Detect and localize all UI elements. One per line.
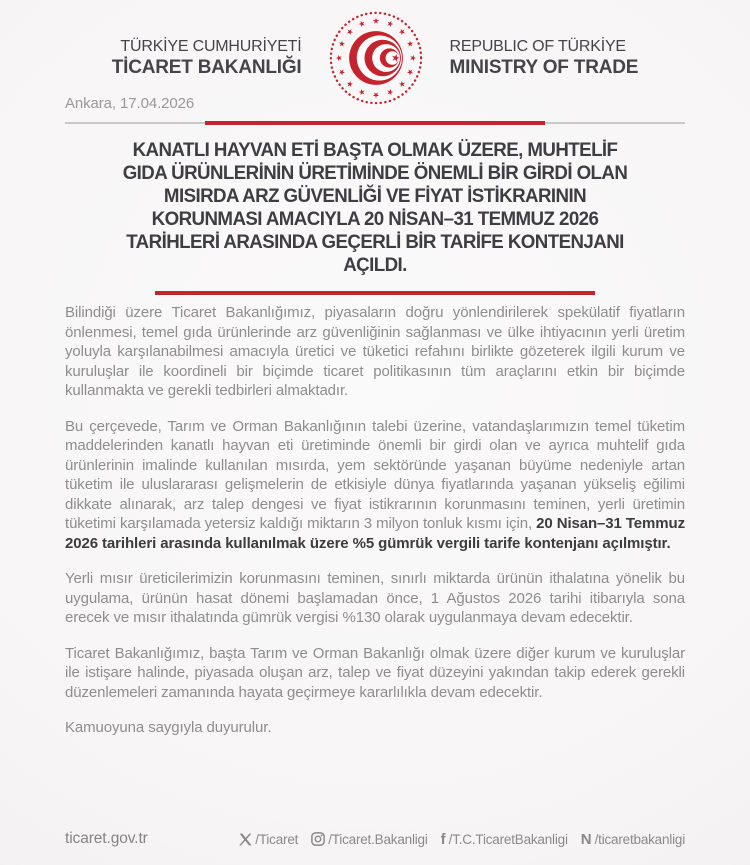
headline-line: KORUNMASI AMACIYLA 20 NİSAN–31 TEMMUZ 2026 xyxy=(151,208,599,230)
social-facebook-handle: /T.C.TicaretBakanligi xyxy=(448,831,568,847)
org-name-english xyxy=(450,37,639,80)
dateline: Ankara, 17.04.2026 xyxy=(65,95,195,112)
social-x-handle: /Ticaret xyxy=(255,831,299,847)
headline xyxy=(44,139,706,277)
headline-line: AÇILDI. xyxy=(343,254,407,276)
paragraph-2-bold: 20 Nisan–31 Temmuz 2026 tarihleri arasında kullanılmak üzere %5 gümrük vergili tarife kontenjanı açılmıştır. xyxy=(65,515,685,552)
paragraph-1: Bilindiği üzere Ticaret Bakanlığımız, piyasaların doğru yönlendirilerek spekülatif fiyatların önlenmesi, temel gıda ürünlerinde arz güvenliğinin sağlanması ve ülke ihtiyacının yerli üretim yoluyla karşılanabilmesi amacıyla üretici ve tüketici refahını birlikte gözeterek ilgili kurum ve kuruluşlar ile koordineli bir biçimde ticaret politikasının tüm araçlarını etkin bir biçimde kullanmakta ve gerekli tedbirleri almaktadır. xyxy=(65,304,685,399)
facebook-icon: f xyxy=(440,830,446,848)
headline-line: MISIRDA ARZ GÜVENLİĞİ VE FİYAT İSTİKRARININ xyxy=(163,185,587,207)
headline-underline-rule xyxy=(155,291,595,295)
social-nsosyal[interactable] xyxy=(581,832,685,847)
closing-line: Kamuoyuna saygıyla duyurulur. xyxy=(65,719,272,736)
headline-line: KANATLI HAYVAN ETİ BAŞTA OLMAK ÜZERE, MUHTELİF xyxy=(132,139,618,161)
org-name-tr-line1: TÜRKİYE CUMHURİYETİ xyxy=(120,37,302,55)
org-name-turkish xyxy=(112,37,302,80)
header-divider xyxy=(65,122,685,124)
ministry-of-trade-logo xyxy=(328,10,424,106)
social-links xyxy=(239,832,685,847)
social-instagram-handle: /Ticaret.Bakanligi xyxy=(328,831,428,847)
org-name-en-line1: REPUBLIC OF TÜRKİYE xyxy=(449,37,626,55)
header-divider-accent xyxy=(205,121,545,125)
org-name-en-line2: MINISTRY OF TRADE xyxy=(449,57,639,79)
org-name-tr-line2: TİCARET BAKANLIĞI xyxy=(111,57,302,79)
headline-line: TARİHLERİ ARASINDA GEÇERLİ BİR TARİFE KONTENJANI xyxy=(126,231,624,253)
headline-line: GIDA ÜRÜNLERİNİN ÜRETİMİNDE ÖNEMLİ BİR GİRDİ OLAN xyxy=(122,162,628,184)
paragraph-3: Yerli mısır üreticilerimizin korunmasını teminen, sınırlı miktarda ürünün ithalatına yönelik bu uygulama, ürünün hasat dönemi başlamadan önce, 1 Ağustos 2026 tarihi itibarıyla sona erecek ve mısır ithalatında gümrük vergisi %130 olarak uygulanmaya devam edecektir. xyxy=(65,570,685,626)
paragraph-2 xyxy=(65,417,685,554)
x-icon xyxy=(239,833,252,846)
social-instagram[interactable] xyxy=(311,832,427,847)
social-x[interactable] xyxy=(239,832,298,847)
nsosyal-icon: N xyxy=(580,830,592,848)
header xyxy=(0,10,750,106)
instagram-icon xyxy=(311,832,325,846)
paragraph-2-regular: Bu çerçevede, Tarım ve Orman Bakanlığının talebi üzerine, vatandaşlarımızın temel tüketim maddelerinden kanatlı hayvan eti üretiminde önemli bir girdi olan ve ayrıca muhtelif gıda ürünlerinin imalinde kullanılan mısırda, yem sektöründe yaşanan büyüme nedeniyle artan tüketim ile uluslararası gelişmelerin de etkisiyle dünya fiyatlarında yaşanan yükseliş eğilimi dikkate alınarak, arz talep dengesi ve fiyat istikrarının korunmasını teminen, yerli üretimin tüketimi karşılamada yetersiz kaldığı miktarın 3 milyon tonluk kısmı için, xyxy=(65,417,685,532)
footer xyxy=(65,830,685,848)
social-facebook[interactable] xyxy=(441,832,568,847)
social-nsosyal-handle: /ticaretbakanligi xyxy=(594,831,685,847)
website-link[interactable]: ticaret.gov.tr xyxy=(65,830,148,847)
press-release-body xyxy=(65,303,685,738)
paragraph-4: Ticaret Bakanlığımız, başta Tarım ve Orman Bakanlığı olmak üzere diğer kurum ve kuruluşlar ile istişare halinde, piyasada oluşan arz, talep ve fiyat düzeyini yakından takip ederek gerekli düzenlemeleri zamanında hayata geçirmeye kararlılıkla devam edecektir. xyxy=(65,644,685,701)
ministry-emblem-icon xyxy=(328,10,424,106)
